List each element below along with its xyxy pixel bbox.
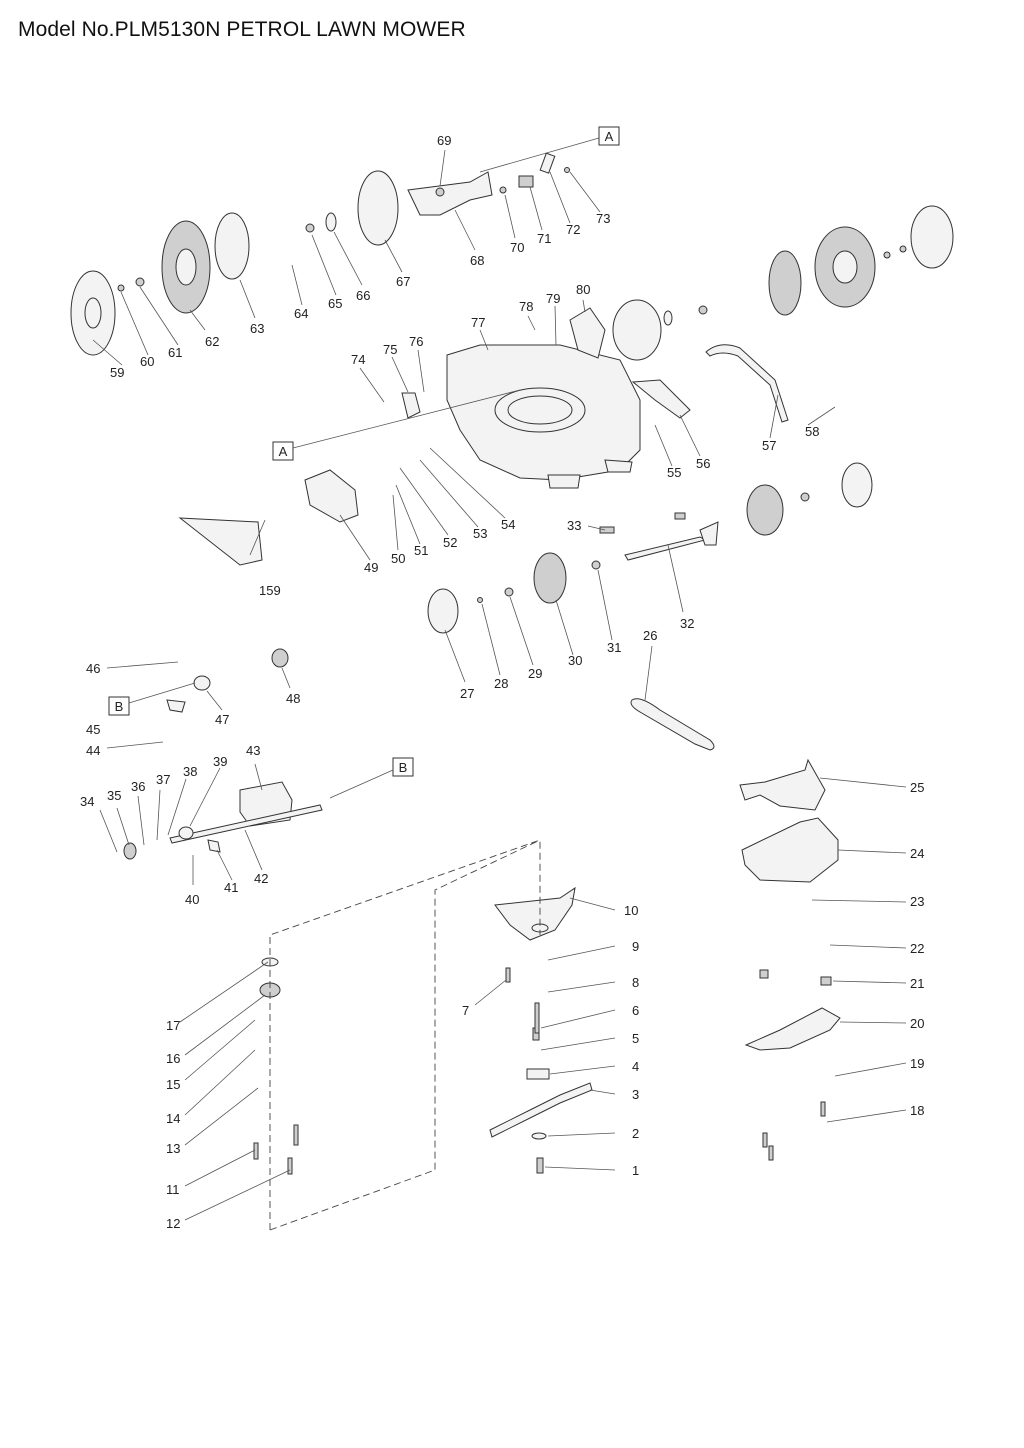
screw-18 (821, 1102, 825, 1116)
blade-assembly (490, 888, 592, 1173)
callout-48: 48 (286, 691, 301, 706)
bearing-61 (136, 278, 144, 286)
callout-76: 76 (409, 334, 424, 349)
callout-27: 27 (460, 686, 475, 701)
callout-55: 55 (667, 465, 682, 480)
callout-6: 6 (632, 1003, 640, 1018)
key-6 (535, 1003, 539, 1033)
callout-72: 72 (566, 222, 581, 237)
group-boundary-left (270, 840, 540, 1230)
callout-15: 15 (166, 1077, 181, 1092)
svg-text:A: A (278, 444, 288, 459)
callout-17: 17 (166, 1018, 181, 1033)
pinion-48 (272, 649, 288, 667)
callout-43: 43 (246, 743, 261, 758)
callout-68: 68 (470, 253, 485, 268)
bolt-1 (537, 1158, 543, 1173)
callout-71: 71 (537, 231, 552, 246)
svg-text:B: B (398, 760, 408, 775)
callout-39: 39 (213, 754, 228, 769)
callout-24: 24 (910, 846, 925, 861)
washer-60 (118, 285, 124, 291)
callout-5: 5 (632, 1031, 640, 1046)
callout-9: 9 (632, 939, 640, 954)
callout-47: 47 (215, 712, 230, 727)
callout-42: 42 (254, 871, 269, 886)
callout-16: 16 (166, 1051, 181, 1066)
callout-12: 12 (166, 1216, 181, 1231)
pinion-35 (124, 843, 136, 859)
leader-b-left (129, 683, 195, 703)
callout-159: 159 (259, 583, 281, 598)
callout-58: 58 (805, 424, 820, 439)
callout-52: 52 (443, 535, 458, 550)
cover-24 (742, 818, 838, 882)
callout-59: 59 (110, 365, 125, 380)
bushing-39 (179, 827, 193, 839)
callout-78: 78 (519, 299, 534, 314)
callout-7: 7 (462, 1003, 470, 1018)
callout-22: 22 (910, 941, 925, 956)
callout-8: 8 (632, 975, 640, 990)
callout-74: 74 (351, 352, 366, 367)
spring-33 (600, 527, 614, 533)
callout-31: 31 (607, 640, 622, 655)
clip-41 (208, 840, 220, 852)
callout-2: 2 (632, 1126, 640, 1141)
mower-deck-77 (447, 345, 640, 488)
cover-25 (740, 760, 825, 810)
callout-53: 53 (473, 526, 488, 541)
handle-57 (706, 345, 788, 422)
callout-64: 64 (294, 306, 309, 321)
callout-19: 19 (910, 1056, 925, 1071)
bearing-29 (505, 588, 513, 596)
callout-70: 70 (510, 240, 525, 255)
spring-33-b (675, 513, 685, 519)
callout-38: 38 (183, 764, 198, 779)
callout-1: 1 (632, 1163, 640, 1178)
callout-29: 29 (528, 666, 543, 681)
cover-plate (613, 300, 661, 360)
bracket-75 (402, 393, 420, 418)
callout-46: 46 (86, 661, 101, 676)
rear-flap-49 (305, 470, 358, 522)
callout-3: 3 (632, 1087, 640, 1102)
callout-51: 51 (414, 543, 429, 558)
callout-11: 11 (166, 1182, 180, 1197)
leader-a-top (480, 138, 599, 172)
callout-44: 44 (86, 743, 101, 758)
callout-57: 57 (762, 438, 777, 453)
front-axle-group (428, 463, 872, 633)
callout-23: 23 (910, 894, 925, 909)
callout-54: 54 (501, 517, 516, 532)
callout-34: 34 (80, 794, 95, 809)
callout-77: 77 (471, 315, 486, 330)
blade-3 (490, 1083, 592, 1137)
ref-box-b-left (109, 697, 129, 715)
height-adjust-lever-group (408, 153, 570, 215)
callout-40: 40 (185, 892, 200, 907)
callout-67: 67 (396, 274, 411, 289)
callout-45: 45 (86, 722, 101, 737)
callout-28: 28 (494, 676, 509, 691)
washer-28 (478, 598, 483, 603)
washer-2 (532, 1133, 546, 1139)
callout-18: 18 (910, 1103, 925, 1118)
screw-73 (565, 168, 570, 173)
page-title: Model No.PLM5130N PETROL LAWN MOWER (18, 18, 466, 41)
callout-61: 61 (168, 345, 183, 360)
callout-63: 63 (250, 321, 265, 336)
callout-49: 49 (364, 560, 379, 575)
callout-32: 32 (680, 616, 695, 631)
bearing-65 (306, 224, 314, 232)
callout-75: 75 (383, 342, 398, 357)
rear-left-wheel-group (71, 171, 398, 355)
callout-65: 65 (328, 296, 343, 311)
callout-37: 37 (156, 772, 171, 787)
callout-35: 35 (107, 788, 122, 803)
lever-68 (408, 172, 492, 215)
callout-33: 33 (567, 518, 582, 533)
group-boundary-right (270, 840, 540, 1230)
callout-56: 56 (696, 456, 711, 471)
svg-text:B: B (114, 699, 124, 714)
callout-25: 25 (910, 780, 925, 795)
adapter-4 (527, 1069, 549, 1079)
clip-69 (436, 188, 444, 196)
sleeve-72 (540, 153, 555, 173)
callout-4: 4 (632, 1059, 640, 1074)
ref-box-b-right (393, 758, 413, 776)
bearing-31 (592, 561, 600, 569)
callout-50: 50 (391, 551, 406, 566)
ref-box-a-left (273, 442, 293, 460)
callout-26: 26 (643, 628, 658, 643)
grass-deflector-159 (180, 518, 262, 565)
screw-70 (500, 187, 506, 193)
callout-69: 69 (437, 133, 452, 148)
wheel-cover-67 (358, 171, 398, 245)
callout-62: 62 (205, 334, 220, 349)
callout-13: 13 (166, 1141, 181, 1156)
svg-text:A: A (604, 129, 614, 144)
bolt-12 (288, 1158, 292, 1174)
callout-66: 66 (356, 288, 371, 303)
baffle-10 (495, 888, 575, 940)
pulley-assembly (254, 958, 298, 1174)
coupling-47 (194, 676, 210, 690)
cover-parts (740, 760, 840, 1160)
callout-60: 60 (140, 354, 155, 369)
washer-66 (326, 213, 336, 231)
callout-10: 10 (624, 903, 639, 918)
callout-73: 73 (596, 211, 611, 226)
bolt-12-b (294, 1125, 298, 1145)
nut-21 (821, 977, 831, 985)
callout-41: 41 (224, 880, 239, 895)
bolt-7 (506, 968, 510, 982)
drive-belt-26 (631, 699, 714, 750)
clip-45 (167, 700, 185, 712)
hubcap-27 (428, 589, 458, 633)
spring-71 (519, 176, 533, 187)
ref-box-a-top (599, 127, 619, 145)
callout-79: 79 (546, 291, 561, 306)
callout-21: 21 (910, 976, 925, 991)
bolt-11 (254, 1143, 258, 1159)
cover-56 (633, 380, 690, 418)
axle-32 (625, 537, 705, 560)
callout-36: 36 (131, 779, 146, 794)
leader-b-right (330, 770, 393, 798)
gear-ring-63 (215, 213, 249, 279)
callout-14: 14 (166, 1111, 181, 1126)
wheel-30 (534, 553, 566, 603)
rear-right-wheel-group (613, 206, 953, 360)
plate-20 (746, 1008, 840, 1050)
callout-20: 20 (910, 1016, 925, 1031)
callout-80: 80 (576, 282, 591, 297)
callout-30: 30 (568, 653, 583, 668)
